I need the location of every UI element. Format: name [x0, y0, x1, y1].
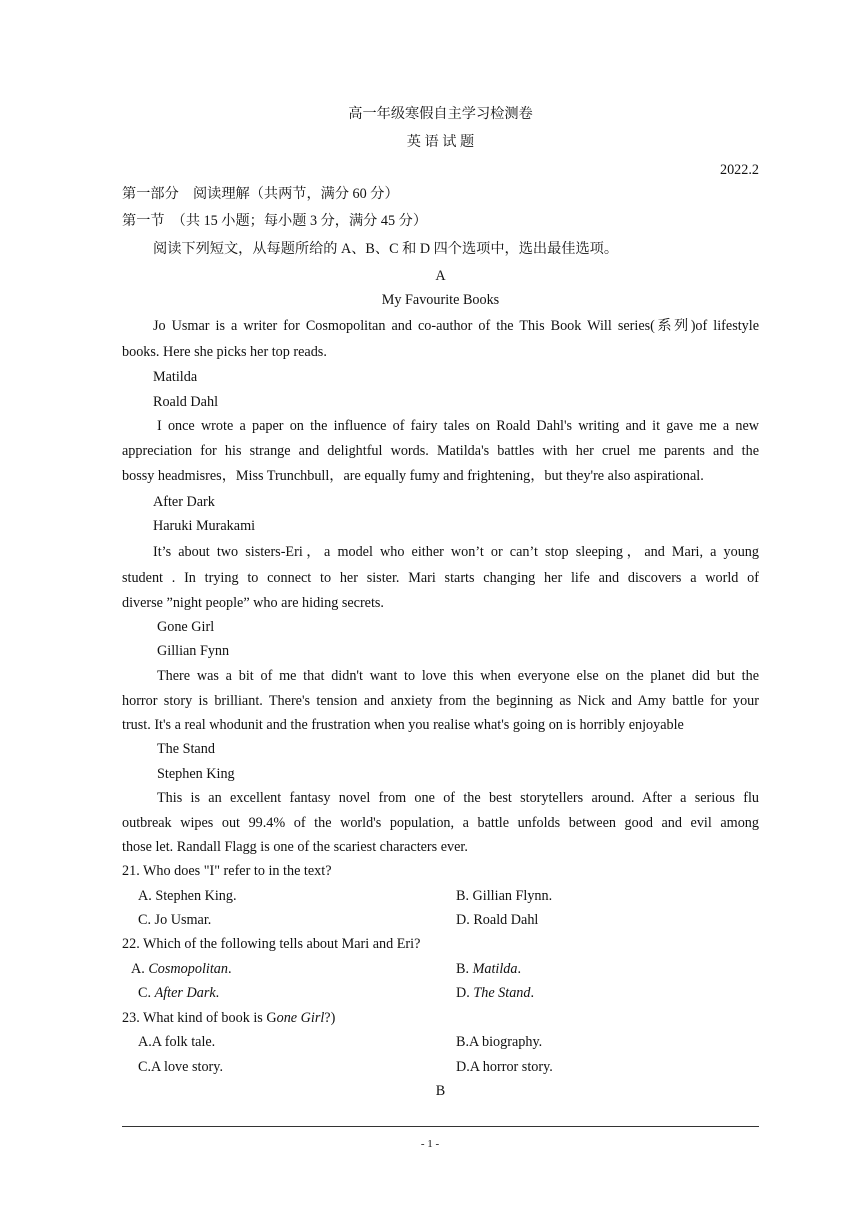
book-title-matilda: Matilda: [153, 369, 198, 385]
passage-letter-a: A: [435, 268, 446, 284]
book2-line-2: student . In trying to connect to her sister. Mari starts changing her life and discovers a world of: [122, 570, 759, 586]
book-title-after-dark: After Dark: [153, 494, 215, 510]
book4-line-1: This is an excellent fantasy novel from one of the best storytellers around. After a serious flu: [157, 790, 759, 806]
option-book-title: Cosmopolitan: [148, 961, 228, 977]
option-book-title: The Stand: [473, 985, 531, 1001]
book1-line-3: bossy headmisres，Miss Trunchbull，are equally fumy and frightening，but they're also aspirational.: [122, 468, 704, 484]
page-number: - 1 -: [420, 1138, 440, 1150]
exam-title: 高一年级寒假自主学习检测卷: [348, 106, 533, 122]
footer-divider: [122, 1126, 759, 1127]
option-period: .: [215, 985, 220, 1001]
book4-line-2: outbreak wipes out 99.4% of the world's population, a battle unfolds between good and evil among: [122, 815, 759, 831]
option-letter: B.: [456, 961, 473, 977]
directions: 阅读下列短文，从每题所给的 A、B、C 和 D 四个选项中，选出最佳选项。: [153, 241, 619, 257]
option-period: .: [530, 985, 535, 1001]
option-period: .: [517, 961, 522, 977]
book-title-gone-girl: Gone Girl: [157, 619, 215, 635]
book1-line-2: appreciation for his strange and delightful words. Matilda's battles with her cruel me parents and the: [122, 443, 759, 459]
stem-end: ?): [324, 1010, 336, 1026]
option-period: .: [227, 961, 232, 977]
option-letter: C.: [138, 985, 155, 1001]
option-book-title: After Dark: [154, 985, 216, 1001]
book2-line-1: It’s about two sisters-Eri，a model who either won’t or can’t stop sleeping，and Mari, a young: [153, 544, 759, 560]
stem-text: 23. What kind of book is G: [122, 1010, 277, 1026]
question-21-option-a: A. Stephen King.: [138, 888, 237, 904]
book3-line-1: There was a bit of me that didn't want to love this when everyone else on the planet did but the: [157, 668, 759, 684]
option-letter: A.: [131, 961, 149, 977]
book4-line-3: those let. Randall Flagg is one of the scariest characters ever.: [122, 839, 468, 855]
book3-line-3: trust. It's a real whodunit and the frustration when you realise what's going on is horribly enjoyable: [122, 717, 684, 733]
book3-line-2: horror story is brilliant. There's tension and anxiety from the beginning as Nick and Amy battle for your: [122, 693, 759, 709]
passage-letter-b: B: [435, 1083, 446, 1099]
book2-line-3: diverse ”night people” who are hiding secrets.: [122, 595, 384, 611]
question-23-option-a: A.A folk tale.: [138, 1034, 216, 1050]
book-title-the-stand: The Stand: [157, 741, 215, 757]
option-book-title: Matilda: [472, 961, 518, 977]
exam-date: 2022.2: [719, 162, 759, 178]
question-23-stem: [122, 1008, 759, 1028]
book-author-fynn: Gillian Fynn: [157, 643, 230, 659]
question-23-option-b: B.A biography.: [456, 1034, 543, 1050]
book-author-murakami: Haruki Murakami: [153, 518, 256, 534]
question-22-option-c: [138, 983, 219, 1003]
question-21-stem: 21. Who does "I" refer to in the text?: [122, 863, 332, 879]
book-author-dahl: Roald Dahl: [153, 394, 219, 410]
intro-line-1: Jo Usmar is a writer for Cosmopolitan and co-author of the This Book Will series(系列)of lifestyle: [153, 318, 759, 334]
question-23-option-c: C.A love story.: [138, 1059, 223, 1075]
question-22-option-b: [456, 959, 521, 979]
question-21-option-c: C. Jo Usmar.: [138, 912, 212, 928]
stem-book-title: one Girl: [276, 1010, 325, 1026]
question-22-option-a: [131, 959, 232, 979]
question-21-option-b: B. Gillian Flynn.: [456, 888, 553, 904]
question-22-stem: 22. Which of the following tells about Mari and Eri?: [122, 936, 421, 952]
question-21-option-d: D. Roald Dahl: [456, 912, 539, 928]
question-23-option-d: D.A horror story.: [456, 1059, 553, 1075]
passage-title: My Favourite Books: [381, 292, 500, 308]
book1-line-1: I once wrote a paper on the influence of fairy tales on Roald Dahl's writing and it gave me a new: [157, 418, 759, 434]
book-author-king: Stephen King: [157, 766, 235, 782]
option-letter: D.: [456, 985, 474, 1001]
question-22-option-d: [456, 983, 534, 1003]
intro-line-2: books. Here she picks her top reads.: [122, 344, 327, 360]
part-heading: 第一部分 阅读理解（共两节，满分 60 分）: [122, 186, 399, 202]
exam-subject: 英 语 试 题: [406, 134, 475, 150]
section-heading: 第一节 （共 15 小题；每小题 3 分，满分 45 分）: [122, 213, 428, 229]
